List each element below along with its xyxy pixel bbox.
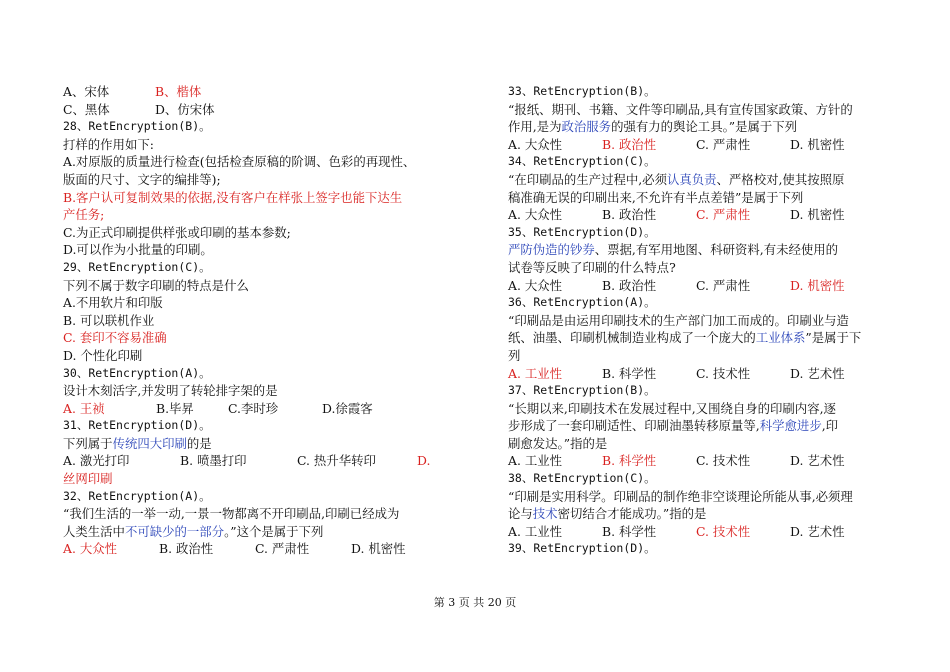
- q37-question-line3: 刷愈发达。”指的是: [508, 435, 608, 451]
- q29-option-d: D. 个性化印刷: [63, 347, 143, 363]
- q38-option-b: B. 科学性: [602, 523, 657, 539]
- q34-option-b: B. 政治性: [602, 207, 657, 223]
- q32-options: [63, 540, 458, 558]
- q33-option-a: A. 大众性: [508, 136, 562, 152]
- q37-option-b: B. 科学性: [602, 453, 657, 469]
- q38-options: [508, 523, 903, 541]
- q32-option-b: B. 政治性: [159, 541, 214, 557]
- q35-question-line1: [508, 241, 903, 259]
- q31-option-b: B. 喷墨打印: [180, 453, 247, 469]
- q27-option-b: B、楷体: [155, 84, 202, 99]
- q38-question-pre: 论与: [508, 506, 533, 522]
- q27-option-c: C、黑体: [63, 101, 110, 117]
- q30-option-c: C.李时珍: [228, 400, 279, 416]
- q34-question-line1: [508, 171, 903, 189]
- q36-question-highlight: 工业体系: [755, 330, 806, 346]
- q28-option-d: D.可以作为小批量的印刷。: [63, 242, 213, 258]
- q31-question-pre: 下列属于: [63, 435, 113, 451]
- q27-options-row1: [63, 83, 458, 101]
- q28-option-b: B.客户认可复制效果的依据,没有客户在样张上签字也能下达生: [63, 189, 403, 205]
- q36-question-pre: 纸、油墨、印刷机械制造业构成了一个庞大的: [508, 330, 756, 346]
- q28-question: 打样的作用如下:: [63, 136, 154, 152]
- q35-title: 35、RetEncryption(D)。: [508, 224, 656, 239]
- q29-option-c: C. 套印不容易准确: [63, 330, 167, 346]
- q27-options-row2: [63, 101, 458, 119]
- q32-option-c: C. 严肃性: [255, 541, 310, 557]
- q31-question-highlight: 传统四大印刷: [112, 435, 187, 451]
- q37-question-pre: 步形成了一套印刷适性、印刷油墨转移原量等,: [508, 418, 760, 434]
- q30-options: [63, 400, 458, 418]
- q36-question-line3: 列: [508, 347, 521, 363]
- q37-question-highlight: 科学愈进步: [759, 418, 822, 434]
- q28-option-a: A.对原版的质量进行检查(包括检查原稿的阶调、色彩的再现性、: [63, 154, 416, 170]
- q36-title: 36、RetEncryption(A)。: [508, 295, 656, 310]
- q29-option-a: A.不用软片和印版: [63, 295, 163, 311]
- q34-question-highlight: 认真负责: [666, 171, 717, 187]
- q32-question-line2: [63, 523, 458, 541]
- q35-option-a: A. 大众性: [508, 277, 562, 293]
- q29-title: 29、RetEncryption(C)。: [63, 259, 211, 274]
- q33-option-c: C. 严肃性: [696, 136, 751, 152]
- q28-title: 28、RetEncryption(B)。: [63, 119, 211, 134]
- q32-option-d: D. 机密性: [351, 541, 406, 557]
- q31-option-d-cont: 丝网印刷: [63, 471, 113, 487]
- left-column: [63, 83, 458, 558]
- q34-question-post: 、严格校对,使其按照原: [716, 171, 845, 187]
- q31-title: 31、RetEncryption(D)。: [63, 418, 211, 433]
- q35-options: [508, 277, 903, 295]
- q34-option-d: D. 机密性: [790, 207, 845, 223]
- q30-title: 30、RetEncryption(A)。: [63, 365, 211, 380]
- q38-title: 38、RetEncryption(C)。: [508, 471, 656, 486]
- q37-question-line1: “长期以来,印刷技术在发展过程中,又围绕自身的印刷内容,逐: [508, 400, 836, 416]
- q38-question-post: 密切结合才能成功。”指的是: [557, 506, 707, 522]
- q35-question-highlight: 严防伪造的钞券: [508, 242, 595, 258]
- q30-option-b: B.毕昇: [156, 400, 194, 416]
- q28-option-a-cont: 版面的尺寸、文字的编排等);: [63, 171, 221, 187]
- q29-question: 下列不属于数字印刷的特点是什么: [63, 277, 249, 293]
- q34-question-line2: 稿准确无误的印刷出来,不允许有半点差错”是属于下列: [508, 189, 804, 205]
- q31-options: [63, 452, 458, 470]
- q32-question-pre: 人类生活中: [63, 523, 125, 539]
- q32-question-highlight: 不可缺少的一部分: [124, 523, 225, 539]
- q32-title: 32、RetEncryption(A)。: [63, 488, 211, 503]
- q37-question-line2: [508, 417, 903, 435]
- q31-option-a: A. 激光打印: [63, 453, 130, 469]
- page-footer: 第 3 页 共 20 页: [433, 596, 517, 609]
- q30-question: 设计木刻活字,并发明了转轮排字架的是: [63, 383, 278, 399]
- q27-option-d: D、仿宋体: [155, 101, 215, 117]
- q37-title: 37、RetEncryption(B)。: [508, 383, 656, 398]
- q35-question-post: 、票据,有军用地图、科研资料,有未经使用的: [594, 242, 839, 258]
- q31-option-c: C. 热升华转印: [297, 453, 376, 469]
- q30-option-d: D.徐霞客: [322, 400, 373, 416]
- q33-option-b: B. 政治性: [602, 136, 657, 152]
- q38-question-highlight: 技术: [532, 506, 558, 522]
- q28-option-b-cont: 产任务;: [63, 207, 105, 223]
- q39-title: 39、RetEncryption(D)。: [508, 541, 656, 556]
- q34-question-pre: “在印刷品的生产过程中,必须: [508, 171, 667, 187]
- q36-question-post: ”是属于下: [805, 330, 862, 346]
- q36-option-b: B. 科学性: [602, 365, 657, 381]
- q28-option-c: C.为正式印刷提供样张或印刷的基本参数;: [63, 224, 291, 240]
- right-column: [508, 83, 903, 558]
- q38-question-line1: “印刷是实用科学。印刷品的制作绝非空谈理论所能从事,必须理: [508, 488, 853, 504]
- q31-question-post: 的是: [186, 435, 212, 451]
- q35-option-b: B. 政治性: [602, 277, 657, 293]
- q31-question: [63, 435, 458, 453]
- q36-question-line2: [508, 329, 903, 347]
- q27-option-a: A、宋体: [63, 84, 110, 99]
- q33-question-line2: [508, 118, 903, 136]
- q33-title: 33、RetEncryption(B)。: [508, 84, 656, 98]
- q37-question-post: ,印: [821, 418, 839, 434]
- q33-question-highlight: 政治服务: [561, 119, 612, 135]
- q37-option-a: A. 工业性: [508, 453, 562, 469]
- q36-question-line1: “印刷品是由运用印刷技术的生产部门加工而成的。印刷业与造: [508, 312, 849, 328]
- q32-question-post: 。”这个是属于下列: [224, 523, 324, 539]
- q35-question-line2: 试卷等反映了印刷的什么特点?: [508, 259, 676, 275]
- q38-option-c: C. 技术性: [696, 523, 751, 539]
- q34-title: 34、RetEncryption(C)。: [508, 154, 656, 169]
- q33-question-line1: “报纸、期刊、书籍、文件等印刷品,具有宣传国家政策、方针的: [508, 101, 853, 117]
- q38-question-line2: [508, 505, 903, 523]
- q34-option-a: A. 大众性: [508, 207, 562, 223]
- q36-option-a: A. 工业性: [508, 365, 562, 381]
- q31-option-d: D.: [417, 453, 431, 469]
- q32-question-line1: “我们生活的一举一动,一景一物都离不开印刷品,印刷已经成为: [63, 506, 400, 522]
- q37-option-d: D. 艺术性: [790, 453, 845, 469]
- q34-option-c: C. 严肃性: [696, 207, 751, 223]
- q33-question-post: 的强有力的舆论工具。”是属于下列: [611, 119, 798, 135]
- q38-option-a: A. 工业性: [508, 523, 562, 539]
- q30-option-a: A. 王祯: [63, 400, 105, 416]
- q36-option-d: D. 艺术性: [790, 365, 845, 381]
- q33-question-pre: 作用,是为: [508, 119, 562, 135]
- q29-option-b: B. 可以联机作业: [63, 312, 155, 328]
- q35-option-c: C. 严肃性: [696, 277, 751, 293]
- q33-option-d: D. 机密性: [790, 136, 845, 152]
- q34-options: [508, 206, 903, 224]
- q38-option-d: D. 艺术性: [790, 523, 845, 539]
- q37-option-c: C. 技术性: [696, 453, 751, 469]
- q36-options: [508, 365, 903, 383]
- q35-option-d: D. 机密性: [790, 277, 845, 293]
- q33-options: [508, 136, 903, 154]
- q37-options: [508, 452, 903, 470]
- q36-option-c: C. 技术性: [696, 365, 751, 381]
- q32-option-a: A. 大众性: [63, 541, 117, 557]
